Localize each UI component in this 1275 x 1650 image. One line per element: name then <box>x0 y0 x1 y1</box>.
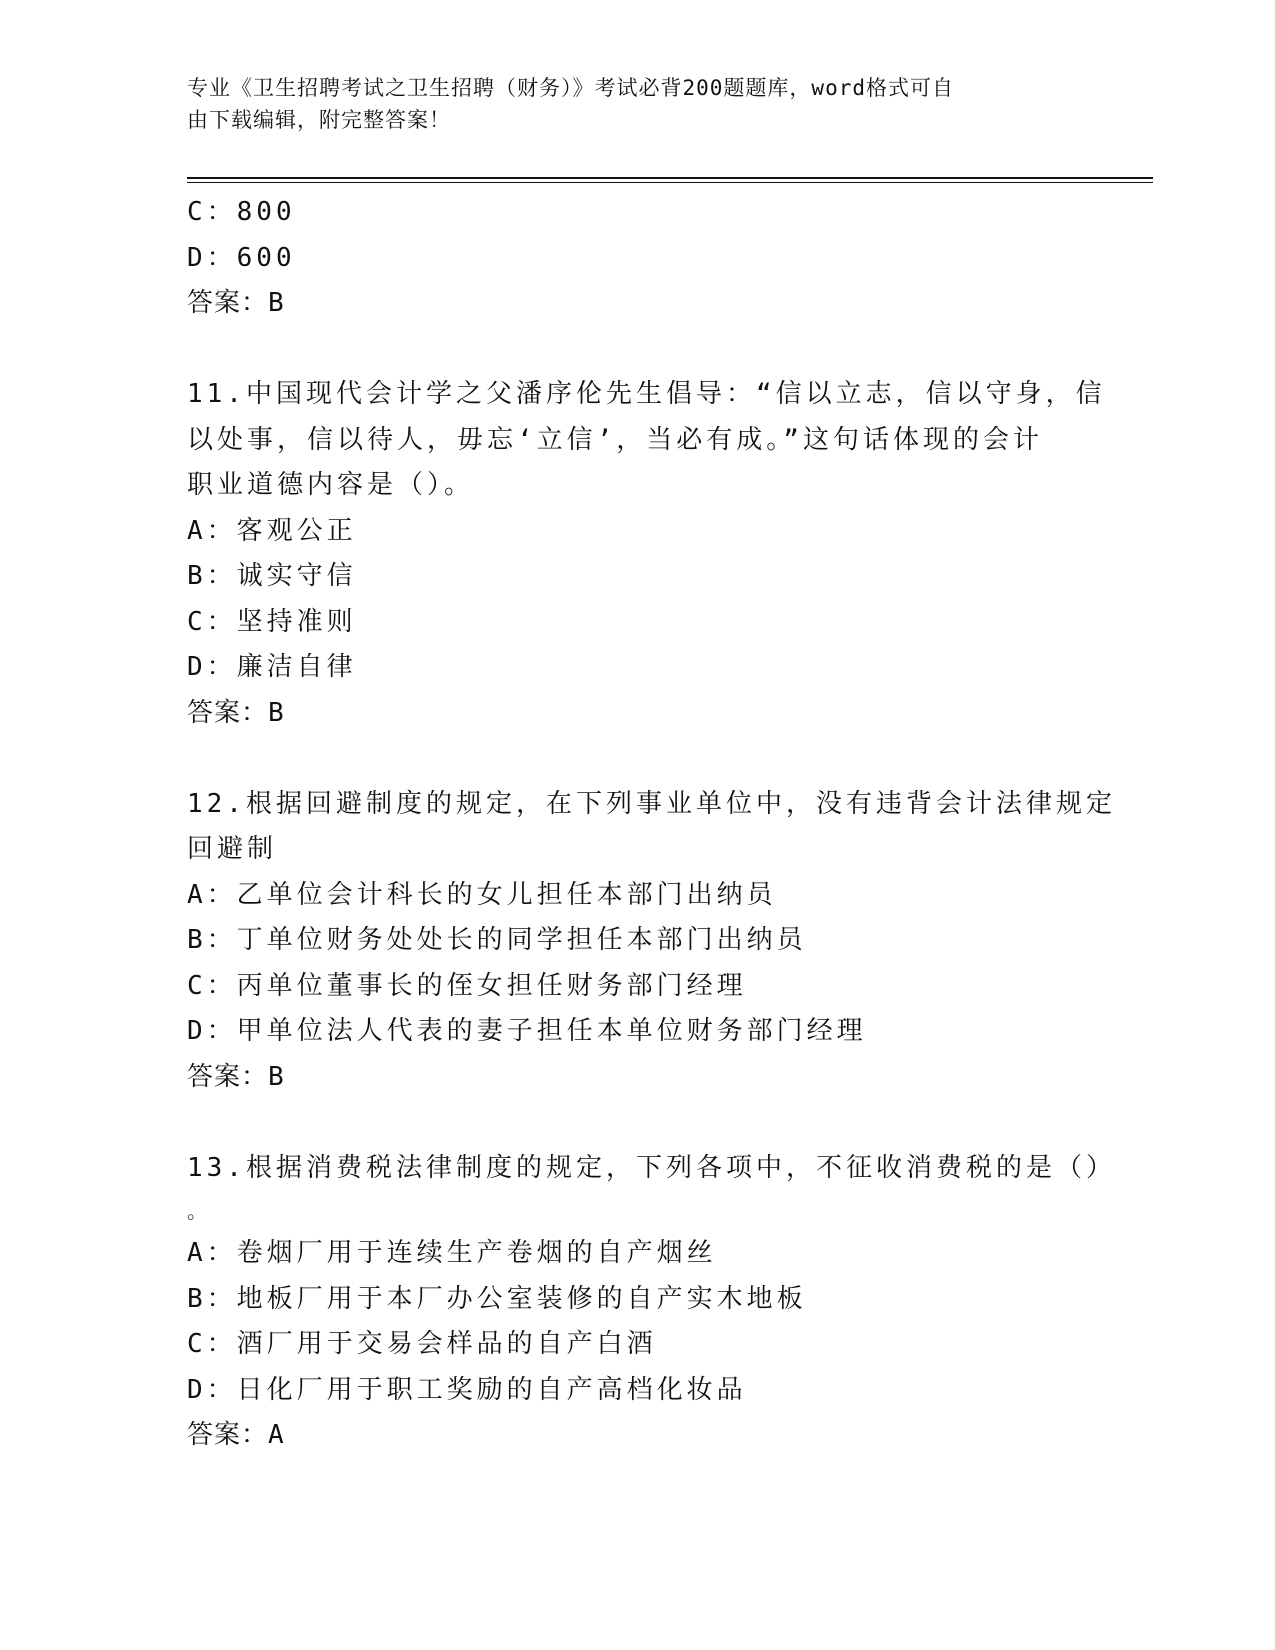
answer-line: 答案：A <box>187 1420 285 1450</box>
option-b: B：地板厂用于本厂办公室装修的自产实木地板 <box>187 1283 807 1314</box>
option-a: A：客观公正 <box>187 515 357 546</box>
answer-line: 答案：B <box>187 697 285 728</box>
option-a: A：卷烟厂用于连续生产卷烟的自产烟丝 <box>187 1238 717 1268</box>
option-d: D：甲单位法人代表的妻子担任本单位财务部门经理 <box>187 1016 867 1046</box>
header-divider <box>187 177 1153 179</box>
question-stem: 。 <box>187 1199 211 1223</box>
option-b: B：诚实守信 <box>187 561 357 591</box>
option-c: C：坚持准则 <box>187 606 357 637</box>
option-d: D：600 <box>187 242 296 273</box>
option-c: C：丙单位董事长的侄女担任财务部门经理 <box>187 970 747 1001</box>
option-c: C：酒厂用于交易会样品的自产白酒 <box>187 1329 657 1359</box>
option-c: C：800 <box>187 197 296 227</box>
question-stem: 11.中国现代会计学之父潘序伦先生倡导：“信以立志，信以守身，信 <box>187 379 1106 409</box>
header-line: 由下载编辑，附完整答案！ <box>187 108 451 132</box>
question-stem: 13.根据消费税法律制度的规定，下列各项中，不征收消费税的是（） <box>187 1152 1116 1183</box>
question-12 <box>187 782 1116 1101</box>
option-d: D：廉洁自律 <box>187 652 357 682</box>
header-line: 专业《卫生招聘考试之卫生招聘（财务）》考试必背200题题库，word格式可自 <box>187 76 954 100</box>
question-stem: 回避制 <box>187 834 278 864</box>
option-d: D：日化厂用于职工奖励的自产高档化妆品 <box>187 1374 747 1405</box>
answer-line: 答案：B <box>187 1061 285 1092</box>
option-b: B：丁单位财务处处长的同学担任本部门出纳员 <box>187 925 807 955</box>
header-divider-thin <box>187 182 1153 183</box>
question-13 <box>187 1146 1116 1459</box>
question-stem: 以处事，信以待人，毋忘‘立信’，当必有成。”这句话体现的会计 <box>187 424 1043 455</box>
option-a: A：乙单位会计科长的女儿担任本部门出纳员 <box>187 879 777 910</box>
previous-question-tail <box>187 190 1087 327</box>
question-stem: 12.根据回避制度的规定，在下列事业单位中，没有违背会计法律规定 <box>187 788 1116 819</box>
document-header <box>187 72 1067 136</box>
question-stem: 职业道德内容是（）。 <box>187 470 475 500</box>
question-11 <box>187 372 1106 736</box>
document-body <box>187 190 1116 1459</box>
answer-line: 答案：B <box>187 288 285 318</box>
